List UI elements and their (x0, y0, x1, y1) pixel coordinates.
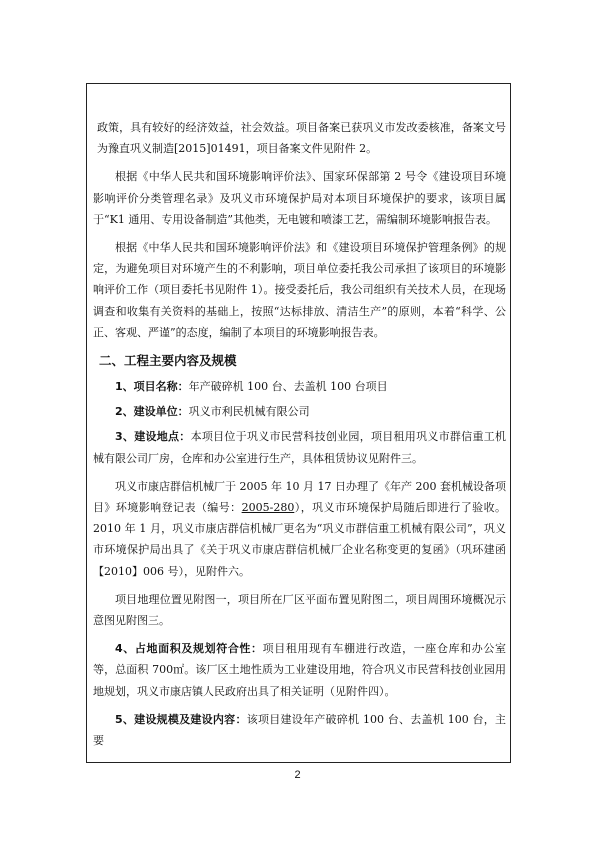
item-value: 年产破碎机 100 台、去盖机 100 台项目 (188, 380, 388, 394)
section-heading: 二、工程主要内容及规模 (99, 353, 237, 369)
item-value: 本项目位于巩义市民营科技创业园，项目租用巩义市群信重工机械有限公司厂房，仓库和办公室进行生产，具体租赁协议见附件三。 (93, 430, 506, 465)
document-body (87, 117, 512, 751)
paragraph-history (87, 476, 512, 582)
item-value: 巩义市利民机械有限公司 (188, 405, 310, 419)
item-builder (87, 401, 512, 422)
item-value: 该项目建设年产破碎机 100 台、去盖机 100 台，主要 (93, 712, 506, 748)
paragraph-commission: 根据《中华人民共和国环境影响评价法》和《建设项目环境保护管理条例》的规定，为避免项目对环境产生的不利影响，项目单位委托我公司承担了该项目的环境影响评价工作（项目委托书见附件 1）。接受委托后，我公司组织有关技术人员，在现场调查和收集有关资料的基础上，按照“达标排放、清洁生产”的原则，本着“科学、公正、客观、严谨”的态度，编制了本项目的环境影响报告表。 (93, 241, 506, 339)
item-project-name (87, 376, 512, 397)
item-location (87, 426, 512, 468)
item-label: 2、建设单位： (115, 405, 189, 419)
item-label: 4、占地面积及规划符合性： (115, 642, 263, 656)
item-value: 项目租用现有车棚进行改造，一座仓库和办公室等，总面积 700㎡。该厂区土地性质为工业建设用地，符合巩义市民营科技创业园用地规划，巩义市康店镇人民政府出具了相关证明（见附件四）。 (93, 642, 506, 698)
paragraph-figures: 项目地理位置见附图一，项目所在厂区平面布置见附图二，项目周围环境概况示意图见附图三。 (93, 592, 506, 628)
history-text-a: 巩义市康店群信机械厂于 2005 年 10 月 17 日办理了《年产 200 套机械设备项目》环境影响登记表（编号： (93, 479, 506, 515)
item-land-area (87, 638, 512, 702)
item-label: 1、项目名称： (115, 380, 189, 394)
page-number: 2 (294, 769, 301, 781)
item-label: 5、建设规模及建设内容： (115, 712, 247, 726)
item-label: 3、建设地点： (115, 430, 191, 444)
content-frame (86, 83, 511, 763)
registration-number: 2005-280 (241, 501, 295, 515)
paragraph-legal-basis: 根据《中华人民共和国环境影响评价法》、国家环保部第 2 号令《建设项目环境影响评价分类管理名录》及巩义市环境保护局对本项目环境保护的要求，该项目属于“K1 通用、专用设备制造”其他类，无电镀和喷漆工艺，需编制环境影响报告表。 (93, 170, 506, 226)
paragraph-policy: 政策，具有较好的经济效益，社会效益。项目备案已获巩义市发改委核准，备案文号为豫直巩义制造[2015]01491，项目备案文件见附件 2。 (97, 121, 506, 156)
item-scale (87, 709, 512, 751)
history-text-b: ），巩义市环境保护局随后即进行了验收。2010 年 1 月，巩义市康店群信机械厂更名为“巩义市群信重工机械有限公司”，巩义市环境保护局出具了《关于巩义市康店群信机械厂企业名称变更的复函》（巩环建函【2010】006 号），见附件六。 (93, 501, 507, 578)
